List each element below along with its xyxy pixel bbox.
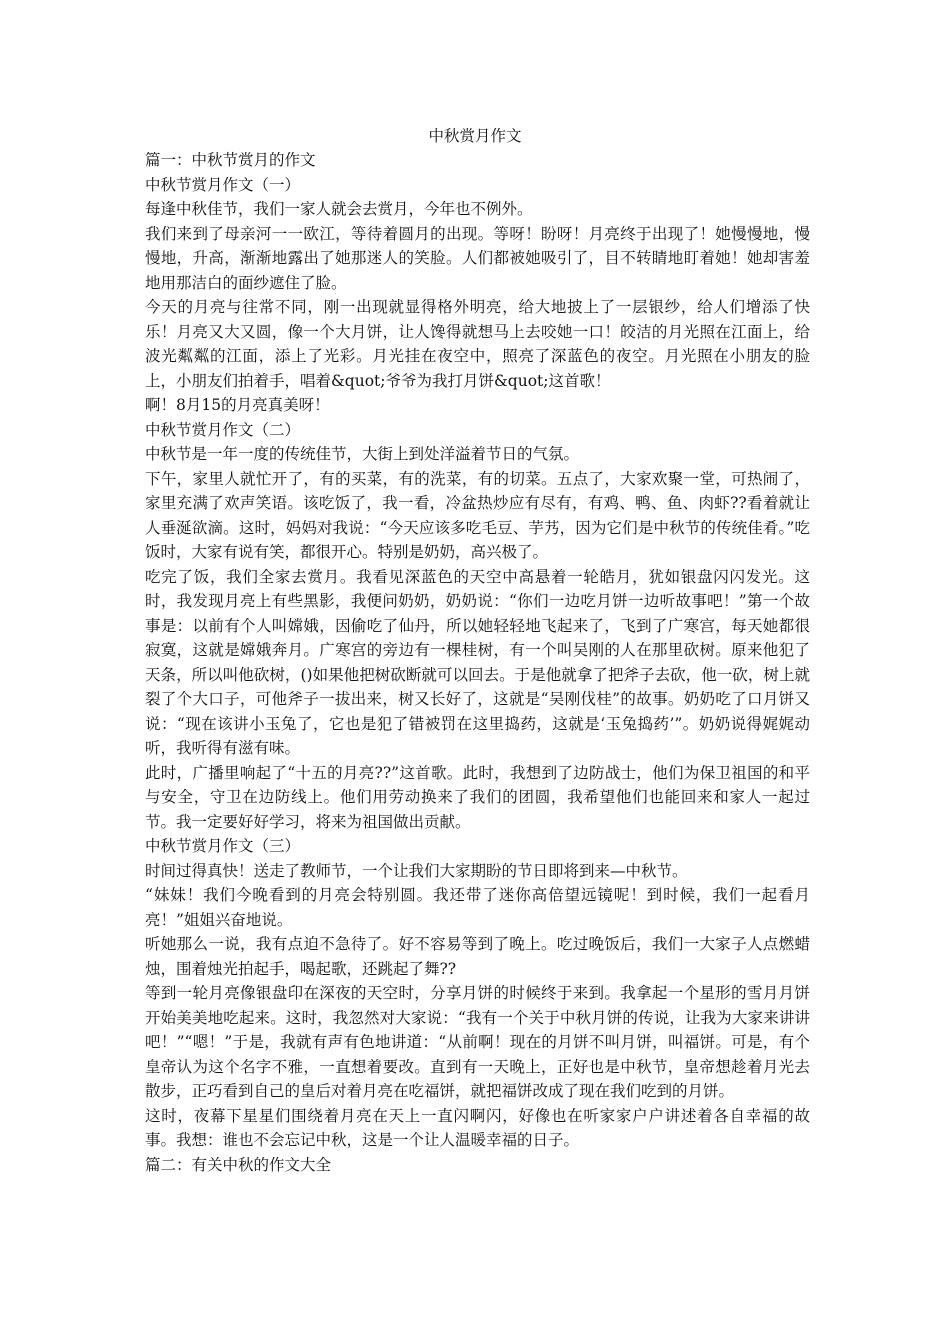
paragraph: 每逢中秋佳节，我们一家人就会去赏月，今年也不例外。	[145, 200, 533, 218]
section-heading-2: 篇二：有关中秋的作文大全	[145, 1155, 332, 1174]
paragraph: 今天的月亮与往常不同，刚一出现就显得格外明亮，给大地披上了一层银纱，给人们增添了快乐！月亮又大又圆，像一个大月饼，让人馋得就想马上去咬她一口！皎洁的月光照在江面上，给波光粼粼的江面，添上了光彩。月光挂在夜空中，照亮了深蓝色的夜空。月光照在小朋友的脸上，小朋友们拍着手，唱着&quot;爷爷为我打月饼&quot;这首歌！	[145, 298, 810, 390]
essay-heading-1: 中秋节赏月作文（一）	[145, 175, 301, 194]
paragraph: 吃完了饭，我们全家去赏月。我看见深蓝色的天空中高悬着一轮皓月，犹如银盘闪闪发光。这时，我发现月亮上有些黑影，我便问奶奶，奶奶说：“你们一边吃月饼一边听故事吧！”第一个故事是：以前有个人叫嫦娥，因偷吃了仙丹，所以她轻轻地飞起来了，飞到了广寒宫，每天她都很寂寞，这就是嫦娥奔月。广寒宫的旁边有一棵桂树，有一个叫吴刚的人在那里砍树。原来他犯了天条，所以叫他砍树，()如果他把树砍断就可以回去。于是他就拿了把斧子去砍，他一砍，树上就裂了个大口子，可他斧子一拔出来，树又长好了，这就是“吴刚伐桂”的故事。奶奶吃了口月饼又说：“现在该讲小玉兔了，它也是犯了错被罚在这里捣药，这就是‘玉兔捣药’”。奶奶说得娓娓动听，我听得有滋有味。	[145, 567, 810, 757]
essay-heading-3: 中秋节赏月作文（三）	[145, 837, 301, 855]
essay-heading-2: 中秋节赏月作文（二）	[145, 420, 301, 439]
paragraph: 中秋节是一年一度的传统佳节，大街上到处洋溢着节日的气氛。	[145, 445, 580, 463]
paragraph: 此时，广播里响起了“十五的月亮??”这首歌。此时，我想到了边防战士，他们为保卫祖国的和平与安全，守卫在边防线上。他们用劳动换来了我们的团圆，我希望他们也能回来和家人一起过节。我一定要好好学习，将来为祖国做出贡献。	[145, 763, 810, 831]
paragraph: 这时，夜幕下星星们围绕着月亮在天上一直闪啊闪，好像也在听家家户户讲述着各自幸福的故事。我想：谁也不会忘记中秋，这是一个让人温暖幸福的日子。	[145, 1106, 810, 1149]
paragraph: 我们来到了母亲河一一欧江，等待着圆月的出现。等呀！盼呀！月亮终于出现了！她慢慢地，慢慢地，升高，渐渐地露出了她那迷人的笑脸。人们都被她吸引了，目不转睛地盯着她！她却害羞地用那洁白的面纱遮住了脸。	[145, 224, 810, 292]
paragraph: 时间过得真快！送走了教师节，一个让我们大家期盼的节日即将到来—中秋节。	[145, 861, 688, 880]
paragraph: 听她那么一说，我有点迫不急待了。好不容易等到了晚上。吃过晚饭后，我们一大家子人点燃蜡烛，围着烛光拍起手，喝起歌，还跳起了舞??	[145, 935, 810, 978]
paragraph: 等到一轮月亮像银盘印在深夜的天空时，分享月饼的时候终于来到。我拿起一个星形的雪月月饼开始美美地吃起来。这时，我忽然对大家说：“我有一个关于中秋月饼的传说，让我为大家来讲讲吧！”“嗯！”于是，我就有声有色地讲道：“从前啊！现在的月饼不叫月饼，叫福饼。可是，有个皇帝认为这个名字不雅，一直想着要改。直到有一天晚上，正好也是中秋节，皇帝想趁着月光去散步，正巧看到自己的皇后对着月亮在吃福饼，就把福饼改成了现在我们吃到的月饼。	[145, 984, 810, 1100]
document-title: 中秋赏月作文	[428, 127, 522, 145]
section-heading-1: 篇一：中秋节赏月的作文	[145, 151, 316, 169]
paragraph: “妹妹！我们今晚看到的月亮会特别圆。我还带了迷你高倍望远镜呢！到时候，我们一起看月亮！”姐姐兴奋地说。	[145, 886, 810, 929]
paragraph: 啊！8月15的月亮真美呀！	[145, 396, 330, 414]
document-body	[145, 148, 810, 1177]
paragraph: 下午，家里人就忙开了，有的买菜，有的洗菜，有的切菜。五点了，大家欢聚一堂，可热闹了，家里充满了欢声笑语。该吃饭了，我一看，冷盆热炒应有尽有，有鸡、鸭、鱼、肉虾??看着就让人垂涎欲滴。这时，妈妈对我说：“今天应该多吃毛豆、芋艿，因为它们是中秋节的传统佳肴。”吃饭时，大家有说有笑，都很开心。特别是奶奶，高兴极了。	[145, 469, 810, 561]
